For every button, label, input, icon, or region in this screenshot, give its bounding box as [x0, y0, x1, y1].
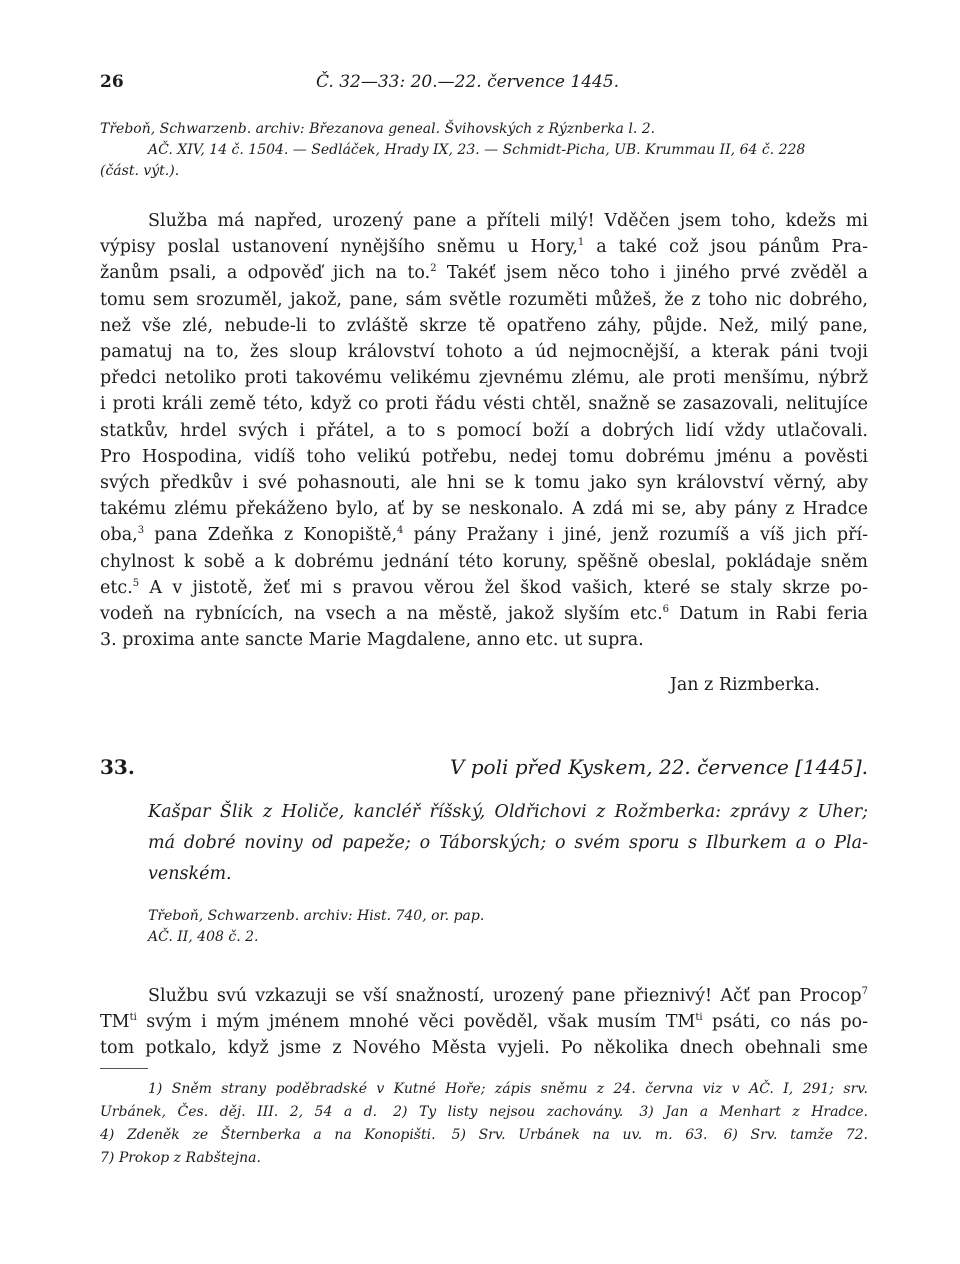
- text-line: Pro Hospodina, vidíš toho velikú potřebu, nedej tomu dobrému jménu a pověsti: [100, 446, 868, 467]
- footnote-line: 1) Sněm strany poděbradské v Kutné Hoře; zápis sněmu z 24. června viz v AČ. I, 291; srv.: [148, 1081, 868, 1097]
- place-date: V poli před Kyskem, 22. července [1445].: [449, 755, 868, 779]
- footnote-line: 7) Prokop z Rabštejna.: [100, 1150, 261, 1166]
- source-line: Třeboň, Schwarzenb. archiv: Březanova geneal. Švihovských z Rýznberka l. 2.: [100, 121, 656, 137]
- text-line: žanům psali, a odpověď jich na to.$^2$ Takéť jsem něco toho i jiného prvé zvěděl a: [100, 263, 868, 284]
- text-line: 3. proxima ante sancte Marie Magdalene, anno etc. ut supra.: [100, 630, 644, 651]
- text-line: Služba má napřed, urozený pane a příteli milý! Vděčen jsem toho, kdežs mi: [148, 211, 868, 231]
- footnote-line: 4) Zdeněk ze Šternberka a na Konopišti. 5) Srv. Urbánek na uv. m. 63. 6) Srv. tamže 72.: [100, 1127, 868, 1143]
- text-line: vodeň na rybnících, na vsech a na městě, jakož slyším etc.$^6$ Datum in Rabi feria: [100, 604, 868, 625]
- doc33-body: [100, 983, 868, 1062]
- source-line: (část. výt.).: [100, 163, 180, 179]
- footnote-ref: 6: [662, 604, 670, 616]
- text-line: Službu svú vzkazuji se vší snažností, urozený pane přieznivý! Ačť pan Procop$^7$: [148, 986, 868, 1006]
- text-line: statkův, hrdel svých i přátel, a to s pomocí boží a dobrých lidí vždy utlačovali.: [100, 420, 868, 441]
- running-title: Č. 32—33: 20.—22. července 1445.: [316, 72, 620, 92]
- footnote-ref: 7: [861, 986, 868, 997]
- summary-line: venském.: [148, 864, 232, 884]
- footnote-ref: 2: [430, 263, 437, 275]
- text-line: výpisy poslal ustanovení nynějšího sněmu u Hory,$^1$ a také což jsou pánům Pra-: [100, 237, 868, 258]
- footnote-ref: 4: [397, 525, 404, 537]
- text-line: předci netoliko proti takovému velikému zjevnému zlému, ale proti menšímu, nýbrž: [100, 368, 868, 389]
- text-line: pamatuj na to, žes sloup království tohoto a úd nejmocnější, a kterak páni tvoji: [100, 342, 868, 363]
- page-number: 26: [100, 72, 124, 92]
- text-line: $TM^{ti}$ svým i mým jménem mnohé věci pověděl, však musím $TM^{ti}$ psáti, co nás po-: [100, 1012, 869, 1033]
- text-line: chylnost k sobě a k dobrému jednání této koruny, spěšně obeslal, pokládaje sněm: [100, 551, 868, 572]
- summary-line: má dobré noviny od papeže; o Táborských; o svém sporu s Ilburkem a o Pla-: [148, 833, 868, 853]
- doc33-heading: [100, 755, 868, 785]
- doc33-source: [148, 906, 868, 948]
- doc33-summary: [148, 797, 868, 890]
- text-line: etc.$^5$ A v jistotě, žeť mi s pravou věrou žel škod vašich, které se staly skrze po-: [100, 577, 868, 598]
- text-line: takému zlému překáženo bylo, ať by se neskonalo. A zdá mi se, aby pány z Hradce: [100, 499, 868, 520]
- signature: Jan z Rizmberka.: [669, 675, 820, 695]
- text-line: než vše zlé, nebude-li to zvláště skrze tě opatřeno záhy, půjde. Než, milý pane,: [100, 315, 868, 336]
- doc32-body: [100, 208, 868, 653]
- document-number: 33.: [100, 755, 135, 779]
- summary-line: Kašpar Šlik z Holiče, kancléř říšský, Oldřichovi z Rožmberka: zprávy z Uher;: [148, 802, 868, 822]
- footnote-ref: 3: [137, 525, 145, 537]
- text-line: tomu sem srozuměl, jakož, pane, sám světle rozuměti můžeš, že z toho nic dobrého,: [100, 289, 868, 310]
- footnotes: [100, 1078, 868, 1170]
- source-line: AČ. II, 408 č. 2.: [148, 929, 259, 945]
- footnote-divider: [100, 1068, 148, 1069]
- text-line: svých předkův i své pohasnouti, ale hni se k tomu jako syn království věrný, aby: [100, 473, 868, 494]
- footnote-ref: 1: [577, 237, 585, 249]
- doc32-source: [100, 119, 868, 182]
- source-line: Třeboň, Schwarzenb. archiv: Hist. 740, or. pap.: [148, 908, 485, 924]
- running-header: [100, 72, 868, 96]
- text-line: i proti králi země této, když co proti řádu vésti chtěl, snažně se zasazovali, nelitujíce: [100, 394, 868, 415]
- footnote-line: Urbánek, Čes. děj. III. 2, 54 a d. 2) Ty listy nejsou zachovány. 3) Jan a Menhart z Hradce.: [100, 1104, 868, 1120]
- source-line: AČ. XIV, 14 č. 1504. — Sedláček, Hrady IX, 23. — Schmidt-Picha, UB. Krummau II, 64 č. 228: [148, 142, 806, 158]
- text-line: tom potkalo, když jsme z Nového Města vyjeli. Po několika dnech obehnali sme: [100, 1038, 868, 1059]
- footnote-ref: 5: [132, 577, 140, 589]
- text-line: oba,$^3$ pana Zdeňka z Konopiště,$^4$ pány Pražany i jiné, jenž rozumíš a víš jich pří-: [100, 525, 868, 546]
